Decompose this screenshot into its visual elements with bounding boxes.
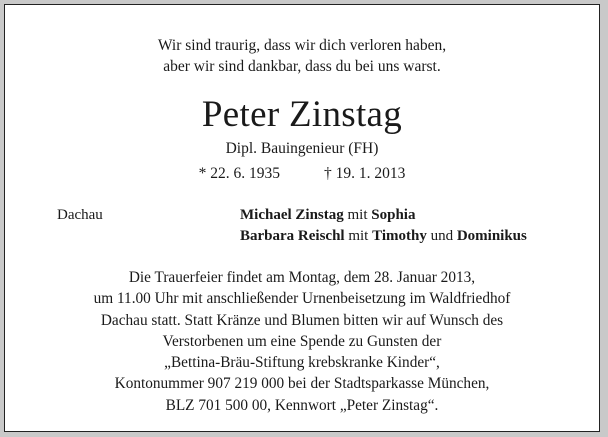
details-line: Kontonummer 907 219 000 bei der Stadtsparkasse München,: [114, 375, 490, 393]
mourner-line: [240, 205, 527, 226]
deceased-name: Peter Zinstag: [201, 94, 403, 135]
quote-line: aber wir sind dankbar, dass du bei uns warst.: [163, 58, 441, 75]
deceased-title: Dipl. Bauingenieur (FH): [225, 140, 379, 157]
details-line: „Bettina-Bräu-Stiftung krebskranke Kinder“,: [164, 354, 440, 372]
details-line: um 11.00 Uhr mit anschließender Urnenbeisetzung im Waldfriedhof: [93, 290, 511, 308]
funeral-details: [5, 267, 599, 416]
birth-date: * 22. 6. 1935: [198, 165, 280, 182]
mourners-list: [240, 205, 527, 247]
place-name: Dachau: [57, 207, 103, 223]
death-date: † 19. 1. 2013: [324, 165, 406, 182]
mourner-name: Sophia: [371, 207, 416, 223]
mourner-connector: mit: [347, 207, 368, 223]
details-line: Dachau statt. Statt Kränze und Blumen bitten wir auf Wunsch des: [100, 311, 504, 329]
mourner-line: [240, 226, 527, 247]
mourner-connector: und: [430, 228, 454, 244]
mourner-name: Barbara Reischl: [240, 228, 345, 244]
mourner-name: Dominikus: [456, 228, 527, 244]
mourner-name: Michael Zinstag: [240, 207, 344, 223]
obituary-notice: [4, 4, 600, 432]
quote-line: Wir sind traurig, dass wir dich verloren haben,: [157, 37, 447, 54]
mourner-name: Timothy: [372, 228, 427, 244]
details-line: Die Trauerfeier findet am Montag, dem 28. Januar 2013,: [128, 269, 476, 286]
mourner-connector: mit: [348, 228, 369, 244]
details-line: Verstorbenen um eine Spende zu Gunsten der: [162, 332, 442, 350]
details-line: BLZ 701 500 00, Kennwort „Peter Zinstag“.: [165, 396, 439, 414]
memorial-quote: [5, 35, 599, 77]
life-dates: [5, 164, 599, 184]
